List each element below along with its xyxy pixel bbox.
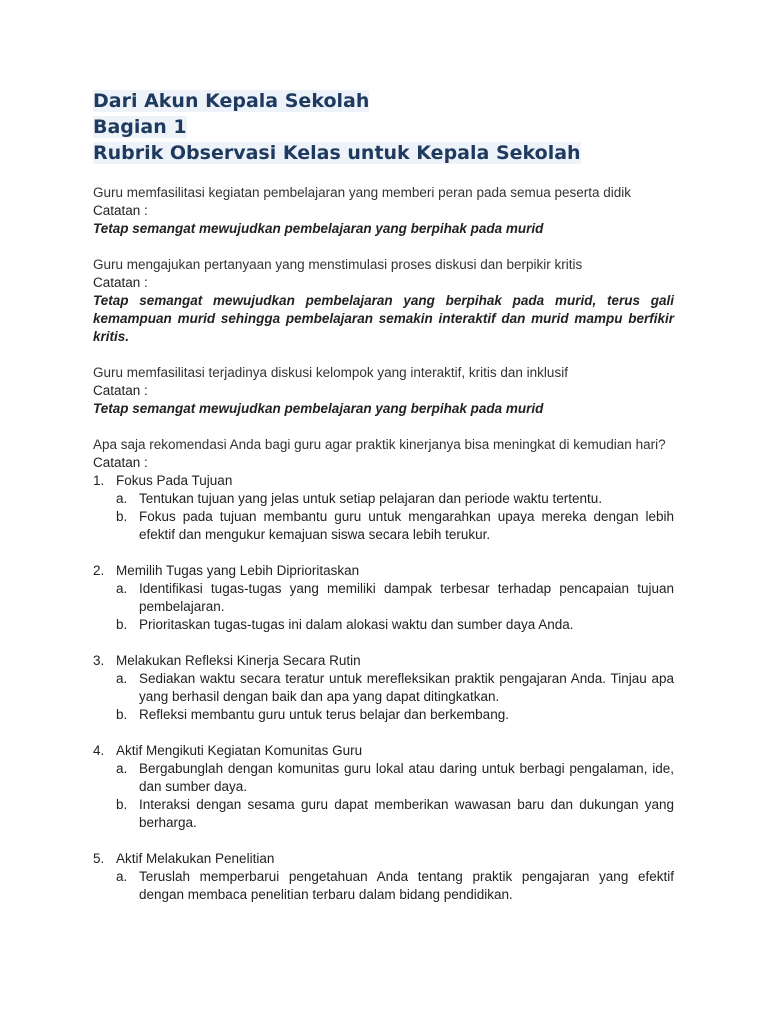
- sub-letter: a.: [116, 491, 128, 506]
- observation-item-1: [93, 184, 674, 238]
- list-item-title: Melakukan Refleksi Kinerja Secara Rutin: [116, 653, 361, 668]
- sub-list-item: [116, 706, 674, 724]
- sub-text: Bergabunglah dengan komunitas guru lokal atau daring untuk berbagi pengalaman, ide, dan sumber daya.: [139, 761, 674, 794]
- recommendation-section: [93, 436, 674, 904]
- sub-text: Tentukan tujuan yang jelas untuk setiap pelajaran dan periode waktu tertentu.: [139, 491, 603, 506]
- sub-letter: b.: [116, 707, 128, 722]
- title-heading: Dari Akun Kepala Sekolah: [93, 90, 370, 112]
- sub-letter: b.: [116, 509, 128, 524]
- section-heading: Bagian 1: [93, 116, 187, 138]
- list-number: 2.: [93, 563, 105, 578]
- sub-letter: a.: [116, 869, 128, 884]
- list-number: 4.: [93, 743, 105, 758]
- list-item: [93, 652, 674, 724]
- rubric-heading: Rubrik Observasi Kelas untuk Kepala Sekolah: [93, 142, 581, 164]
- sub-list-item: [116, 508, 674, 544]
- observation-text: Guru memfasilitasi terjadinya diskusi kelompok yang interaktif, kritis dan inklusif: [93, 365, 568, 380]
- sub-text: Fokus pada tujuan membantu guru untuk mengarahkan upaya mereka dengan lebih efektif dan mengukur kemajuan siswa secara lebih terukur.: [139, 509, 674, 542]
- note-label: Catatan :: [93, 203, 148, 218]
- title-block: [93, 88, 674, 166]
- note-label: Catatan :: [93, 383, 148, 398]
- sub-list: [116, 760, 674, 832]
- list-item: [93, 472, 674, 544]
- list-number: 1.: [93, 473, 105, 488]
- sub-text: Identifikasi tugas-tugas yang memiliki dampak terbesar terhadap pencapaian tujuan pembelajaran.: [139, 581, 674, 614]
- sub-text: Sediakan waktu secara teratur untuk merefleksikan praktik pengajaran Anda. Tinjau apa yang berhasil dengan baik dan apa yang dapat ditingkatkan.: [139, 671, 674, 704]
- sub-list-item: [116, 796, 674, 832]
- observation-item-3: [93, 364, 674, 418]
- sub-list-item: [116, 616, 674, 634]
- sub-list-item: [116, 868, 674, 904]
- sub-list-item: [116, 490, 674, 508]
- sub-text: Prioritaskan tugas-tugas ini dalam alokasi waktu dan sumber daya Anda.: [139, 617, 574, 632]
- list-item-title: Aktif Melakukan Penelitian: [116, 851, 275, 866]
- sub-letter: b.: [116, 797, 128, 812]
- list-number: 5.: [93, 851, 105, 866]
- note-text: Tetap semangat mewujudkan pembelajaran yang berpihak pada murid: [93, 221, 544, 236]
- sub-text: Teruslah memperbarui pengetahuan Anda tentang praktik pengajaran yang efektif dengan membaca penelitian terbaru dalam bidang pendidikan.: [139, 869, 674, 902]
- note-label: Catatan :: [93, 275, 148, 290]
- observation-item-2: [93, 256, 674, 346]
- sub-list: [116, 868, 674, 904]
- sub-list: [116, 670, 674, 724]
- observation-text: Guru memfasilitasi kegiatan pembelajaran yang memberi peran pada semua peserta didik: [93, 185, 632, 200]
- sub-list: [116, 580, 674, 634]
- list-item: [93, 562, 674, 634]
- sub-list-item: [116, 670, 674, 706]
- note-text: Tetap semangat mewujudkan pembelajaran yang berpihak pada murid, terus gali kemampuan murid sehingga pembelajaran semakin interaktif dan murid mampu berfikir kritis.: [93, 293, 674, 344]
- note-label: Catatan :: [93, 455, 148, 470]
- sub-letter: a.: [116, 761, 128, 776]
- sub-letter: a.: [116, 581, 128, 596]
- observation-text: Guru mengajukan pertanyaan yang menstimulasi proses diskusi dan berpikir kritis: [93, 257, 583, 272]
- sub-letter: a.: [116, 671, 128, 686]
- sub-list-item: [116, 760, 674, 796]
- sub-list: [116, 490, 674, 544]
- list-item-title: Aktif Mengikuti Kegiatan Komunitas Guru: [116, 743, 363, 758]
- recommendation-question: Apa saja rekomendasi Anda bagi guru agar praktik kinerjanya bisa meningkat di kemudian hari?: [93, 437, 666, 452]
- list-item: [93, 850, 674, 904]
- list-item-title: Fokus Pada Tujuan: [116, 473, 233, 488]
- list-item: [93, 742, 674, 832]
- sub-letter: b.: [116, 617, 128, 632]
- list-number: 3.: [93, 653, 105, 668]
- document-content: [93, 88, 674, 922]
- sub-text: Interaksi dengan sesama guru dapat memberikan wawasan baru dan dukungan yang berharga.: [139, 797, 674, 830]
- list-item-title: Memilih Tugas yang Lebih Diprioritaskan: [116, 563, 360, 578]
- recommendation-list: [93, 472, 674, 904]
- sub-list-item: [116, 580, 674, 616]
- note-text: Tetap semangat mewujudkan pembelajaran yang berpihak pada murid: [93, 401, 544, 416]
- sub-text: Refleksi membantu guru untuk terus belajar dan berkembang.: [139, 707, 509, 722]
